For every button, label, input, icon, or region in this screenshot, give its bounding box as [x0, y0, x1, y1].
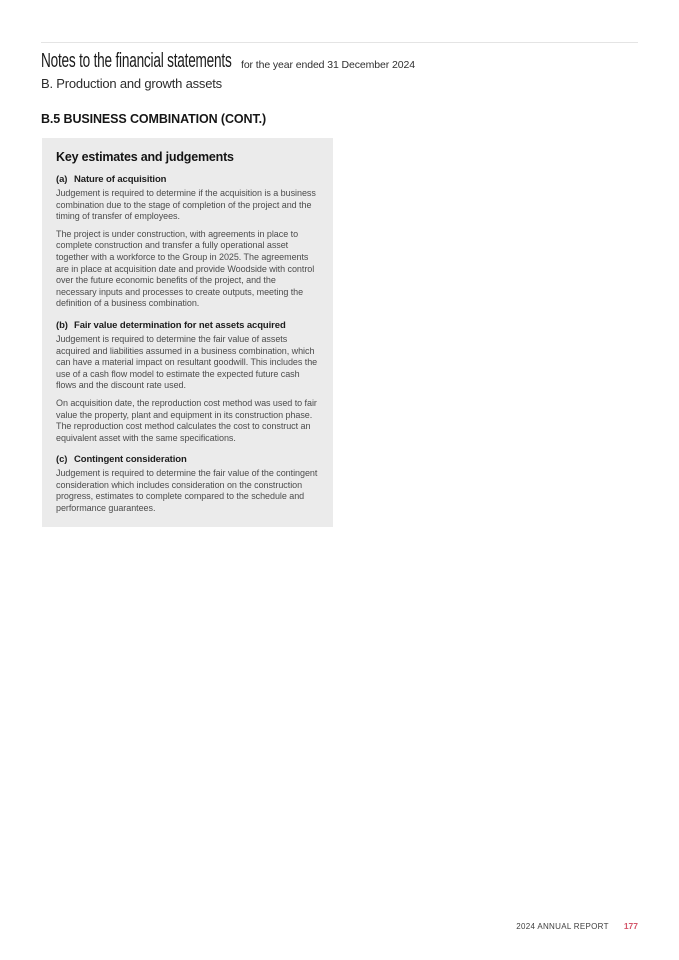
title-row — [41, 50, 638, 73]
key-box-title: Key estimates and judgements — [56, 150, 234, 164]
item-c-paragraph: Judgement is required to determine the fair value of the contingent consideration which includes consideration on the construction progress, estimates to complete compared to the schedule and performance guarantees. — [56, 468, 318, 514]
key-estimates-box — [42, 138, 333, 527]
item-b-paragraph: Judgement is required to determine the fair value of assets acquired and liabilities assumed in a business combination, which can have a material impact on resultant goodwill. This includes the use of a cash flow model to estimate the expected future cash flows and the discount rate used. — [56, 333, 318, 391]
item-a-label: (a) — [56, 174, 68, 185]
page-title: Notes to the financial statements — [41, 50, 232, 72]
key-box-item-c — [56, 454, 318, 514]
item-c-heading-text: Contingent consideration — [74, 454, 187, 466]
header-divider — [41, 42, 638, 43]
report-name-label: 2024 ANNUAL REPORT — [516, 922, 609, 931]
item-a-paragraph: Judgement is required to determine if the acquisition is a business combination due to the stage of completion of the project and the timing of transfer of employees. — [56, 188, 316, 222]
item-a-heading — [56, 174, 318, 185]
item-b-heading-text: Fair value determination for net assets acquired — [74, 319, 286, 331]
page-subtitle: for the year ended 31 December 2024 — [241, 59, 415, 71]
page-number: 177 — [623, 921, 638, 931]
note-heading: B.5 BUSINESS COMBINATION (CONT.) — [41, 112, 267, 126]
key-box-item-a — [56, 174, 318, 310]
item-c-heading — [56, 454, 318, 465]
section-name: B. Production and growth assets — [41, 76, 222, 91]
item-c-label: (c) — [56, 454, 68, 466]
item-b-label: (b) — [56, 319, 68, 331]
key-box-item-b — [56, 320, 318, 444]
page-header — [41, 50, 638, 126]
item-b-paragraph: On acquisition date, the reproduction cost method was used to fair value the property, plant and equipment in its construction phase. The reproduction cost method calculates the cost to construct an equivalent asset with the same specifications. — [56, 397, 317, 443]
title-box — [41, 50, 241, 73]
item-a-paragraph: The project is under construction, with agreements in place to complete construction and transfer a fully operational asset together with a workforce to the Group in 2025. The agreements are in place at acquisition date and provide Woodside with control over the future economic benefits of the project, and the necessary inputs and processes to create outputs, meeting the definition of a business combination. — [56, 228, 315, 309]
page-footer — [516, 921, 638, 931]
item-a-heading-text: Nature of acquisition — [74, 174, 167, 185]
item-b-heading — [56, 320, 318, 331]
